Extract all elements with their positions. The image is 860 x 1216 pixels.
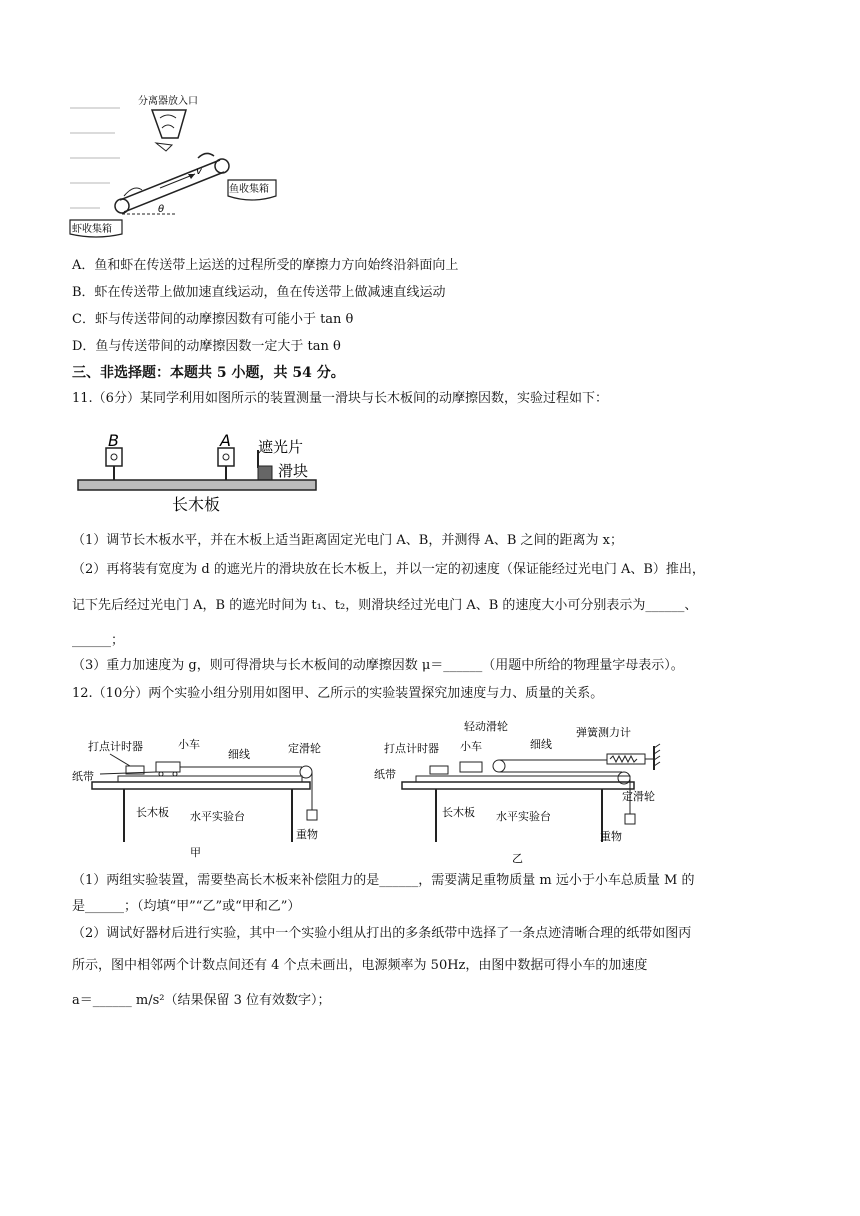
jia-timer-label: 打点计时器 — [88, 740, 143, 753]
yi-board-label: 长木板 — [442, 806, 475, 819]
gate-b-label: B — [108, 431, 119, 450]
q12-part2-line3: a＝______ m/s²（结果保留 3 位有效数字）； — [72, 993, 331, 1008]
yi-pulley-label: 定滑轮 — [622, 790, 655, 803]
yi-spring-label: 弹簧测力计 — [576, 726, 631, 739]
separator-figure — [60, 88, 290, 238]
board-label: 长木板 — [172, 495, 221, 514]
option-b: B．虾在传送带上做加速直线运动，鱼在传送带上做减速直线运动 — [72, 285, 446, 300]
shrimp-box-label: 虾收集箱 — [72, 224, 112, 235]
shade-label: 遮光片 — [258, 438, 304, 456]
yi-caption: 乙 — [512, 852, 523, 865]
q12-part2-line2: 所示，图中相邻两个计数点间还有 4 个点未画出，电源频率为 50Hz，由图中数据可得小车的加速度 — [72, 958, 648, 973]
jia-board-label: 长木板 — [136, 806, 169, 819]
yi-tape-label: 纸带 — [374, 768, 396, 781]
slider-label: 滑块 — [278, 462, 309, 480]
theta-label: θ — [158, 204, 165, 215]
q12-stem: 12.（10分）两个实验小组分别用如图甲、乙所示的实验装置探究加速度与力、质量的关系。 — [72, 686, 604, 701]
jia-pulley-label: 定滑轮 — [288, 742, 321, 755]
inlet-label: 分离器放入口 — [138, 96, 198, 107]
figure-jia — [70, 732, 340, 862]
option-a: A．鱼和虾在传送带上运送的过程所受的摩擦力方向始终沿斜面向上 — [72, 258, 459, 273]
q12-part1-line2: 是______；（均填“甲”“乙”或“甲和乙”） — [72, 899, 301, 914]
v-label: v — [196, 166, 202, 177]
jia-caption: 甲 — [190, 846, 201, 859]
q11-part1: （1）调节长木板水平，并在木板上适当距离固定光电门 A、B，并测得 A、B 之间的距离为 x； — [72, 533, 624, 548]
jia-table-label: 水平实验台 — [190, 810, 245, 823]
option-c: C．虾与传送带间的动摩擦因数有可能小于 tan θ — [72, 312, 354, 327]
section-heading: 三、非选择题：本题共 5 小题，共 54 分。 — [72, 365, 345, 381]
option-d: D．鱼与传送带间的动摩擦因数一定大于 tan θ — [72, 339, 341, 354]
q11-part2-line1: （2）再将装有宽度为 d 的遮光片的滑块放在长木板上，并以一定的初速度（保证能经过光电门 A、B）推出， — [72, 562, 705, 577]
q11-part2-line3: ______； — [72, 633, 125, 648]
figure-yi — [372, 716, 692, 866]
q11-part3: （3）重力加速度为 g，则可得滑块与长木板间的动摩擦因数 μ＝______（用题中所给的物理量字母表示）。 — [72, 658, 684, 673]
jia-string-label: 细线 — [228, 748, 250, 761]
yi-moving-pulley-label: 轻动滑轮 — [464, 720, 508, 733]
fish-box-label: 鱼收集箱 — [229, 184, 269, 195]
q11-stem: 11.（6分）某同学利用如图所示的装置测量一滑块与长木板间的动摩擦因数，实验过程如下： — [72, 391, 608, 406]
yi-car-label: 小车 — [460, 740, 482, 753]
jia-weight-label: 重物 — [296, 828, 318, 841]
q12-part2-line1: （2）调试好器材后进行实验，其中一个实验小组从打出的多条纸带中选择了一条点迹清晰合理的纸带如图丙 — [72, 926, 692, 941]
yi-string-label: 细线 — [530, 738, 552, 751]
gate-a-label: A — [220, 431, 231, 450]
yi-weight-label: 重物 — [600, 830, 622, 843]
yi-timer-label: 打点计时器 — [384, 742, 439, 755]
yi-table-label: 水平实验台 — [496, 810, 551, 823]
q11-part2-line2: 记下先后经过光电门 A，B 的遮光时间为 t₁、t₂，则滑块经过光电门 A、B 的速度大小可分别表示为______、 — [72, 598, 698, 613]
jia-car-label: 小车 — [178, 738, 200, 751]
q12-part1-line1: （1）两组实验装置，需要垫高长木板来补偿阻力的是______，需要满足重物质量 m 远小于小车总质量 M 的 — [72, 873, 695, 888]
jia-tape-label: 纸带 — [72, 770, 94, 783]
board-figure — [72, 428, 332, 518]
